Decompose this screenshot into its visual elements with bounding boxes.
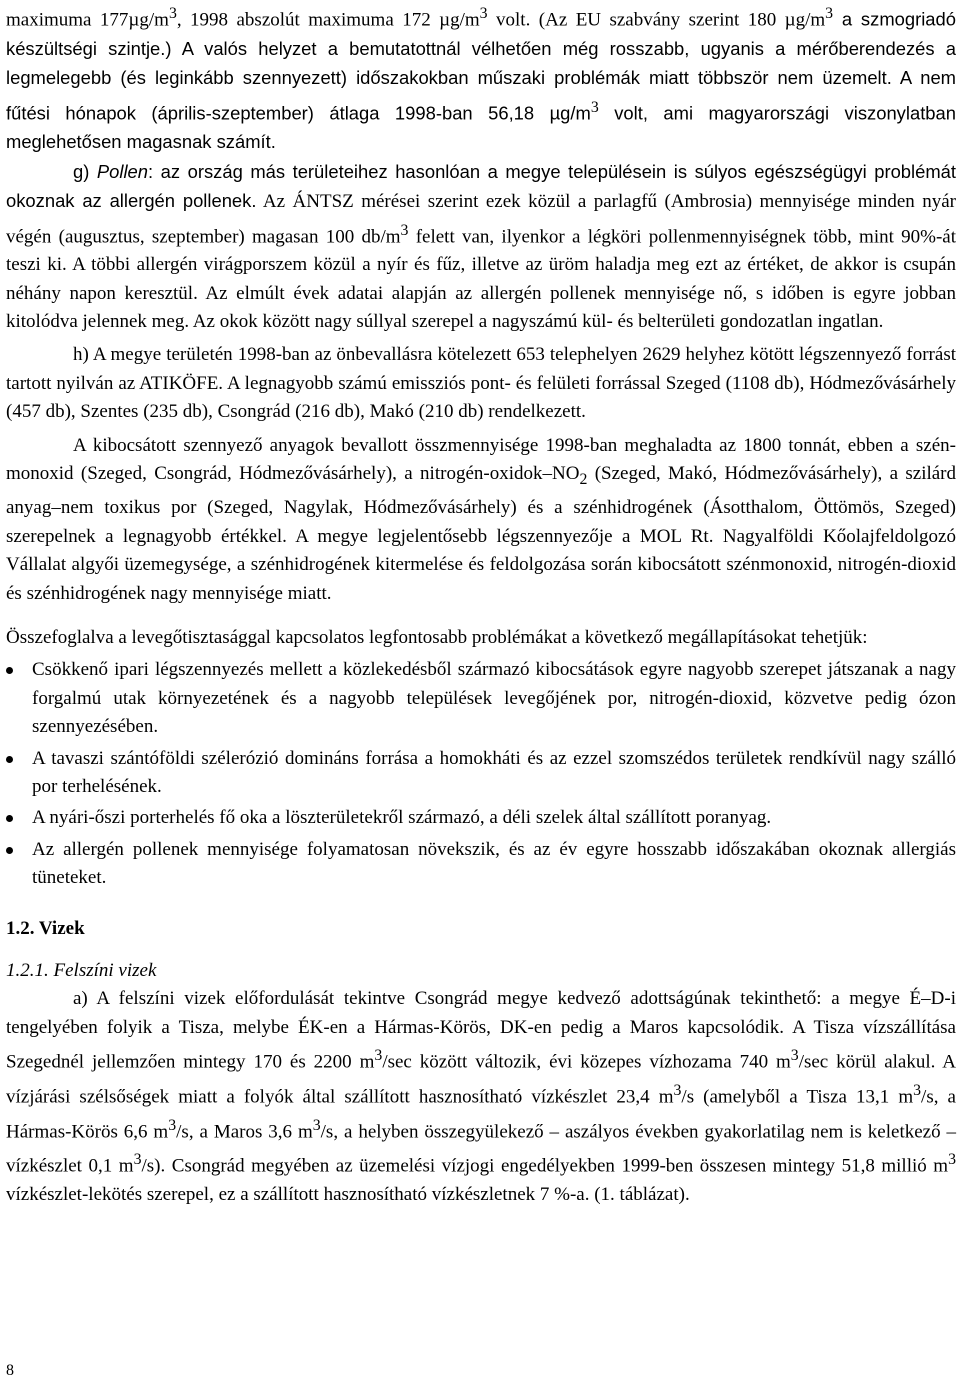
summary-intro: Összefoglalva a levegőtisztasággal kapcsolatos legfontosabb problémákat a következő megállapításokat tehetjük: bbox=[6, 626, 868, 648]
intro-paragraph: maximuma $177\mu g/m^3$, 1998 abszolút maximuma 172 $\mu g/m^3$ volt. (Az EU szabvány szerint 180 $\mu g/m^3$ a szmogriadó készültségi szintje.) A valós helyzet a bemutatottnál vélhetően még rosszabb, ugyanis a mérőberendezés a legmelegebb (és leginkább szennyezett) időszakokban műszaki problémák miatt többször nem üzemelt. A nem fűtési hónapok (április-szeptember) átlaga 1998-ban 56,18 $\mu g/m^3$ volt, ami magyarországi viszonylatban meglehetősen magasnak számít. bbox=[6, 5, 956, 153]
bullet-icon bbox=[6, 847, 13, 854]
list-item: Az allergén pollenek mennyisége folyamatosan növekszik, és az év egyre hosszabb időszakában okoznak allergiás tüneteket. bbox=[6, 836, 956, 893]
bullet-icon bbox=[6, 815, 13, 822]
document-page bbox=[6, 0, 956, 1210]
bullet-icon bbox=[6, 667, 13, 674]
emission-quantity-paragraph: A kibocsátott szennyező anyagok bevallott összmennyisége 1998-ban meghaladta az 1800 tonnát, ebben a szén-monoxid (Szeged, Csongrád, Hódmezővásárhely), a nitrogén-$oxidok-NO_2$ (Szeged, Makó, Hódmezővásárhely), a szilárd anyag–nem toxikus por (Szeged, Nagylak, Hódmezővásárhely) és a szénhidrogének (Ásotthalom, Öttömös, Szeged) szerepelnek a legnagyobb értékkel. A megye legjelentősebb légszennyezője a MOL Rt. Nagyalföldi Kőolajfeldolgozó Vállalat algyői üzemegysége, a szénhidrogének kitermelése és feldolgozása során kibocsátott szénmonoxid, nitrogén-dioxid és szénhidrogének nagy mennyisége miatt. bbox=[6, 434, 957, 604]
list-item: Csökkenő ipari légszennyezés mellett a közlekedésből származó kibocsátások egyre nagyobb szerepet játszanak a nagy forgalmú utak környezetének és a nagyobb települések levegőjének por, nitrogén-dioxid, közvetve pedig ózon szennyezésében. bbox=[6, 656, 956, 741]
bullet-icon bbox=[6, 756, 13, 763]
list-item: A nyári-őszi porterhelés fő oka a löszterületekről származó, a déli szelek által szállított poranyag. bbox=[6, 804, 956, 832]
subsection-heading-felszini-vizek: 1.2.1. Felszíni vizek bbox=[6, 959, 157, 981]
page-number: 8 bbox=[6, 1362, 14, 1379]
list-item: A tavaszi szántóföldi szélerózió domináns forrása a homokháti és az ezzel szomszédos területek rendkívül nagy szálló por terhelésének. bbox=[6, 745, 956, 802]
pollen-paragraph: g) Pollen: az ország más területeihez hasonlóan a megye településein is súlyos egészségügyi problémát okoznak az allergén pollenek. Az ÁNTSZ mérései szerint ezek közül a parlagfű (Ambrosia) mennyisége minden nyár végén (augusztus, szeptember) magasan 100 $db/m^3$ felett van, ilyenkor a légköri pollenmennyiségnek több, mint 90%-át teszi ki. A többi allergén virágporszem közül a nyír és fűz, illetve az üröm haladja meg ezt az értéket, de akkor is csupán néhány napon keresztül. Az elmúlt évek adatai alapján az allergén pollenek mennyisége nő, s időben is egyre jobban kitolódva jelennek meg. Az okok között nagy súllyal szerepel a nagyszámú kül- és belterületi gondozatlan ingatlan. bbox=[6, 160, 957, 333]
summary-list bbox=[6, 656, 956, 892]
pollen-term: Pollen bbox=[96, 160, 149, 182]
emission-sources-paragraph: h) A megye területén 1998-ban az önbevallásra kötelezett 653 telephelyen 2629 helyhez kötött légszennyező forrást tartott nyilván az ATIKÖFE. A legnagyobb számú emissziós pont- és felületi forrással Szeged (1108 db), Hódmezővásárhely (457 db), Szentes (235 db), Csongrád (216 db), Makó (210 db) rendelkezett. bbox=[6, 344, 956, 423]
surface-water-paragraph: a) A felszíni vizek előfordulását tekintve Csongrád megye kedvező adottságúnak tekinthető: a megye É–D-i tengelyében folyik a Tisza, melybe ÉK-en a Hármas-Körös, DK-en pedig a Maros kapcsolódik. A Tisza vízszállítása Szegednél jellemzően mintegy 170 és 2200 $m^3/\sec$ között változik, évi közepes vízhozama 740 $m^3/\sec$ körül alakul. A vízjárási szélsőségek miatt a folyók által szállított hasznosítható vízkészlet 23,4 $m^3/s$ (amelyből a Tisza 13,1 $m^3/s$, a Hármas-Körös 6,6 $m^3/s$, a Maros 3,6 $m^3/s$, a helyben összegyülekező – aszályos években gyakorlatilag nem is keletkező – vízkészlet 0,1 $m^3/s$). Csongrád megyében az üzemelési vízjogi engedélyekben 1999-ben összesen mintegy 51,8 millió $m^3$ vízkészlet-lekötés szerepel, ez a szállított hasznosítható vízkészletnek 7 %-a. (1. táblázat). bbox=[6, 988, 957, 1206]
section-heading-vizek: 1.2. Vizek bbox=[6, 917, 85, 939]
